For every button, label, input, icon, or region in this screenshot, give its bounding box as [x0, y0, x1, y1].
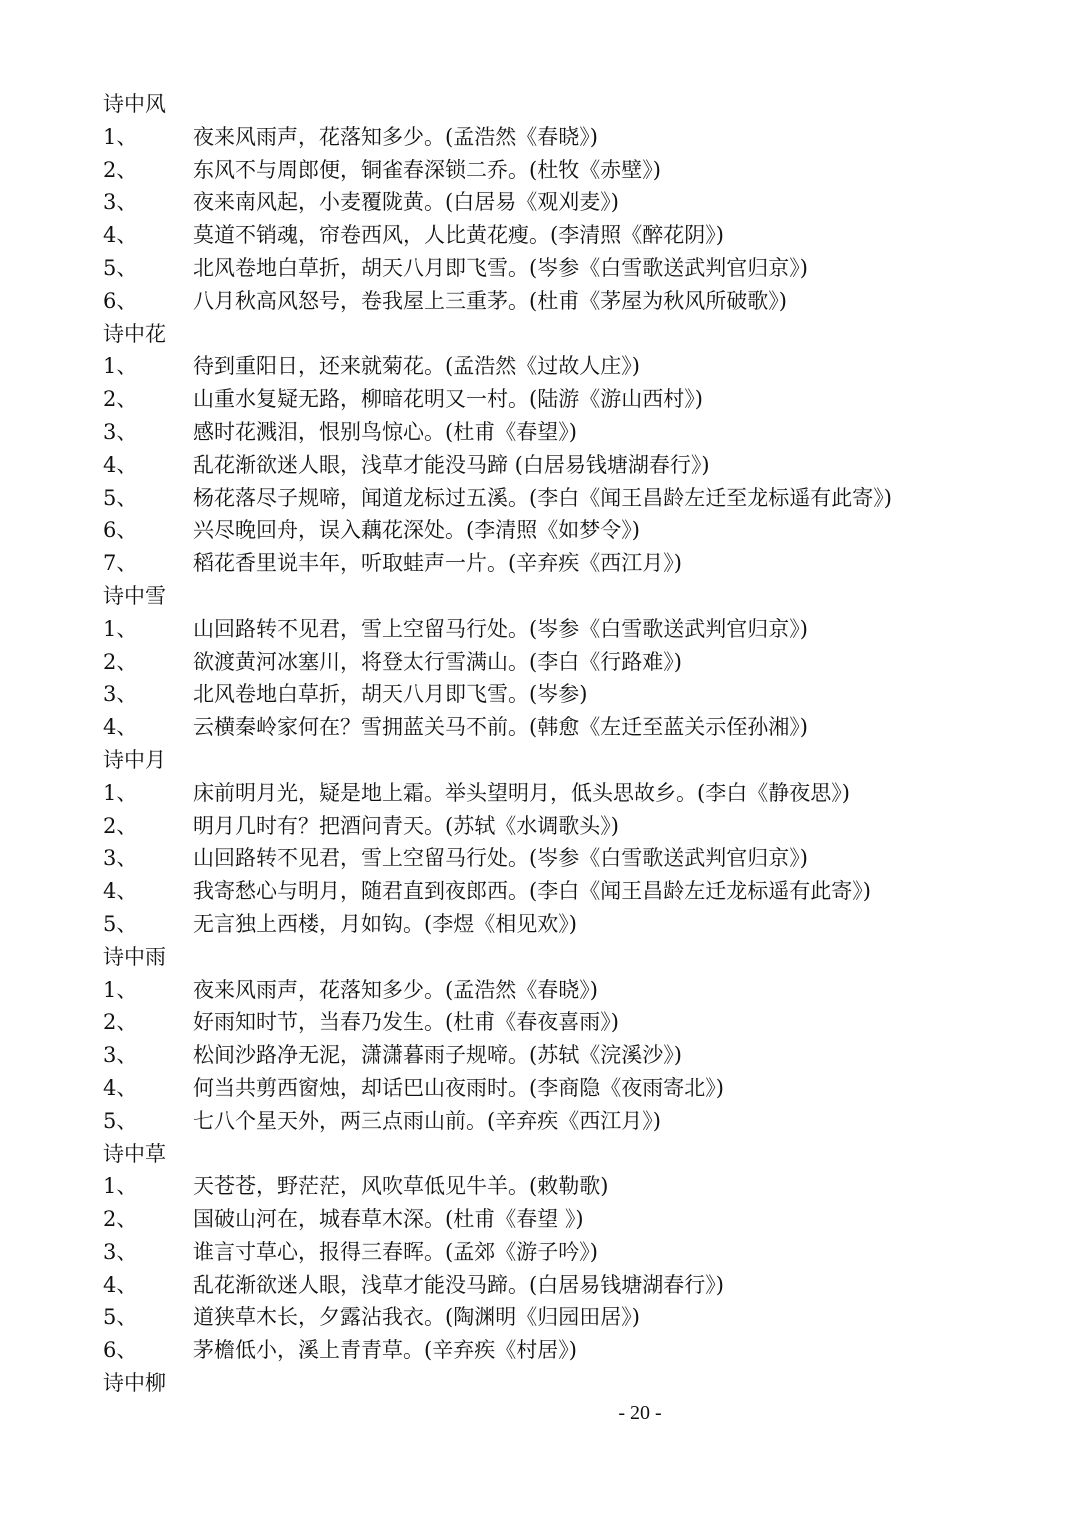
- poem-text: 茅檐低小，溪上青青草。(辛弃疾《村居》): [193, 1338, 577, 1363]
- poem-text: 夜来风雨声，花落知多少。(孟浩然《春晓》): [193, 977, 598, 1002]
- item-number: 2、: [103, 813, 138, 838]
- poem-line: [103, 154, 1043, 187]
- item-number: 4、: [103, 1075, 138, 1100]
- item-number: 3、: [103, 1043, 138, 1068]
- poem-text: 天苍苍，野茫茫，风吹草低见牛羊。(敕勒歌): [193, 1174, 609, 1199]
- section-heading: 诗中雪: [103, 583, 166, 608]
- section-heading: 诗中草: [103, 1141, 166, 1166]
- poem-line: [103, 1039, 1043, 1072]
- poem-text: 好雨知时节，当春乃发生。(杜甫《春夜喜雨》): [193, 1010, 619, 1035]
- item-number: 3、: [103, 682, 138, 707]
- poem-text: 山回路转不见君，雪上空留马行处。(岑参《白雪歌送武判官归京》): [193, 846, 808, 871]
- section-heading: 诗中雨: [103, 944, 166, 969]
- item-number: 1、: [103, 780, 138, 805]
- poem-text: 我寄愁心与明月，随君直到夜郎西。(李白《闻王昌龄左迁龙标遥有此寄》): [193, 879, 871, 904]
- poem-text: 山重水复疑无路，柳暗花明又一村。(陆游《游山西村》): [193, 387, 703, 412]
- poem-text: 东风不与周郎便，铜雀春深锁二乔。(杜牧《赤壁》): [193, 157, 661, 182]
- poem-line: [103, 383, 1043, 416]
- item-number: 4、: [103, 223, 138, 248]
- item-number: 5、: [103, 255, 138, 280]
- item-number: 2、: [103, 649, 138, 674]
- poem-text: 明月几时有？把酒问青天。(苏轼《水调歌头》): [193, 813, 619, 838]
- poem-line: [103, 777, 1043, 810]
- poem-text: 感时花溅泪，恨别鸟惊心。(杜甫《春望》): [193, 419, 577, 444]
- poem-text: 莫道不销魂，帘卷西风，人比黄花瘦。(李清照《醉花阴》): [193, 223, 724, 248]
- item-number: 5、: [103, 1108, 138, 1133]
- poem-text: 七八个星天外，两三点雨山前。(辛弃疾《西江月》): [193, 1108, 661, 1133]
- poem-line: [103, 613, 1043, 646]
- poem-line: [103, 1006, 1043, 1039]
- section-heading: 诗中月: [103, 747, 166, 772]
- poem-line: [103, 219, 1043, 252]
- item-number: 2、: [103, 1207, 138, 1232]
- section-heading: 诗中花: [103, 321, 166, 346]
- poem-line: [103, 449, 1043, 482]
- poem-text: 夜来南风起，小麦覆陇黄。(白居易《观刈麦》): [193, 190, 619, 215]
- poem-text: 松间沙路净无泥，潇潇暮雨子规啼。(苏轼《浣溪沙》): [193, 1043, 682, 1068]
- item-number: 1、: [103, 616, 138, 641]
- poem-line: [103, 810, 1043, 843]
- poem-line: [103, 711, 1043, 744]
- item-number: 1、: [103, 354, 138, 379]
- item-number: 6、: [103, 1338, 138, 1363]
- section-heading: 诗中风: [103, 92, 166, 116]
- poem-line: [103, 1269, 1043, 1302]
- poem-text: 乱花渐欲迷人眼，浅草才能没马蹄 (白居易钱塘湖春行》): [193, 452, 710, 477]
- poem-text: 谁言寸草心，报得三春晖。(孟郊《游子吟》): [193, 1239, 598, 1264]
- poem-text: 山回路转不见君，雪上空留马行处。(岑参《白雪歌送武判官归京》): [193, 616, 808, 641]
- item-number: 3、: [103, 1239, 138, 1264]
- poem-text: 欲渡黄河冰塞川，将登太行雪满山。(李白《行路难》): [193, 649, 682, 674]
- item-number: 3、: [103, 419, 138, 444]
- poem-line: [103, 646, 1043, 679]
- item-number: 4、: [103, 715, 138, 740]
- item-number: 5、: [103, 485, 138, 510]
- poem-line: [103, 1105, 1043, 1138]
- poem-text: 待到重阳日，还来就菊花。(孟浩然《过故人庄》): [193, 354, 640, 379]
- item-number: 4、: [103, 1272, 138, 1297]
- poem-text: 稻花香里说丰年，听取蛙声一片。(辛弃疾《西江月》): [193, 551, 682, 576]
- item-number: 2、: [103, 157, 138, 182]
- item-number: 3、: [103, 190, 138, 215]
- poem-line: [103, 974, 1043, 1007]
- poem-line: [103, 547, 1043, 580]
- item-number: 4、: [103, 452, 138, 477]
- poem-line: [103, 514, 1043, 547]
- poem-text: 道狭草木长，夕露沾我衣。(陶渊明《归园田居》): [193, 1305, 640, 1330]
- item-number: 1、: [103, 977, 138, 1002]
- poem-text: 兴尽晚回舟，误入藕花深处。(李清照《如梦令》): [193, 518, 640, 543]
- poem-line: [103, 416, 1043, 449]
- item-number: 5、: [103, 1305, 138, 1330]
- poem-text: 北风卷地白草折，胡天八月即飞雪。(岑参): [193, 682, 588, 707]
- item-number: 6、: [103, 518, 138, 543]
- item-number: 5、: [103, 911, 138, 936]
- poem-line: [103, 1334, 1043, 1367]
- section-heading: 诗中柳: [103, 1371, 166, 1396]
- poem-line: [103, 252, 1043, 285]
- poem-line: [103, 1072, 1043, 1105]
- document-body: [103, 88, 1043, 1400]
- poem-line: [103, 121, 1043, 154]
- poem-text: 北风卷地白草折，胡天八月即飞雪。(岑参《白雪歌送武判官归京》): [193, 255, 808, 280]
- poem-line: [103, 1301, 1043, 1334]
- poem-line: [103, 1170, 1043, 1203]
- item-number: 6、: [103, 288, 138, 313]
- poem-text: 夜来风雨声，花落知多少。(孟浩然《春晓》): [193, 124, 598, 149]
- poem-text: 乱花渐欲迷人眼，浅草才能没马蹄。(白居易钱塘湖春行》): [193, 1272, 724, 1297]
- poem-line: [103, 1203, 1043, 1236]
- item-number: 2、: [103, 387, 138, 412]
- poem-line: [103, 186, 1043, 219]
- item-number: 3、: [103, 846, 138, 871]
- item-number: 1、: [103, 1174, 138, 1199]
- item-number: 2、: [103, 1010, 138, 1035]
- poem-line: [103, 678, 1043, 711]
- poem-line: [103, 875, 1043, 908]
- poem-line: [103, 285, 1043, 318]
- page-number: - 20 -: [618, 1402, 662, 1424]
- poem-line: [103, 1236, 1043, 1269]
- poem-text: 八月秋高风怒号，卷我屋上三重茅。(杜甫《茅屋为秋风所破歌》): [193, 288, 787, 313]
- item-number: 4、: [103, 879, 138, 904]
- poem-line: [103, 482, 1043, 515]
- poem-text: 云横秦岭家何在？雪拥蓝关马不前。(韩愈《左迁至蓝关示侄孙湘》): [193, 715, 808, 740]
- poem-text: 床前明月光，疑是地上霜。举头望明月，低头思故乡。(李白《静夜思》): [193, 780, 850, 805]
- poem-line: [103, 842, 1043, 875]
- poem-line: [103, 908, 1043, 941]
- poem-text: 杨花落尽子规啼，闻道龙标过五溪。(李白《闻王昌龄左迁至龙标遥有此寄》): [193, 485, 892, 510]
- poem-line: [103, 350, 1043, 383]
- poem-text: 国破山河在，城春草木深。(杜甫《春望 》): [193, 1207, 584, 1232]
- item-number: 7、: [103, 551, 138, 576]
- poem-text: 何当共剪西窗烛，却话巴山夜雨时。(李商隐《夜雨寄北》): [193, 1075, 724, 1100]
- item-number: 1、: [103, 124, 138, 149]
- poem-text: 无言独上西楼，月如钩。(李煜《相见欢》): [193, 911, 577, 936]
